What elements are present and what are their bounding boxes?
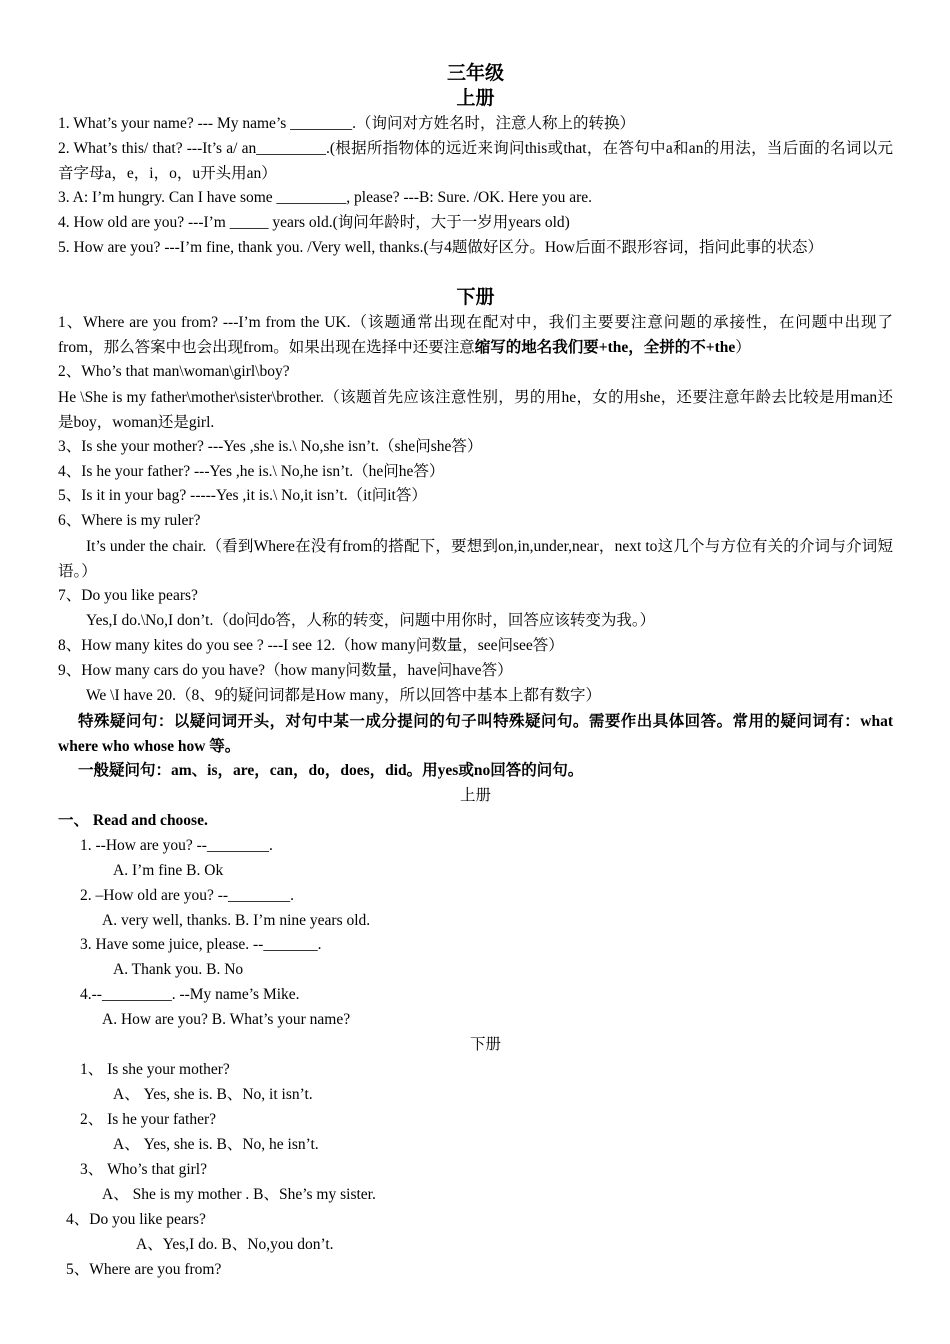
ex-upper-q2-options: A. very well, thanks. B. I’m nine years old. — [102, 912, 371, 929]
lower-item-3: 3、Is she your mother? ---Yes ,she is.\ No,she isn’t.（she问she答） — [58, 438, 483, 455]
lower-item-2: 2、Who’s that man\woman\girl\boy? — [58, 363, 290, 380]
ex-lower-q1: 1、 Is she your mother? — [80, 1061, 230, 1078]
lower-title: 下册 — [456, 287, 495, 308]
ex-upper-q3: 3. Have some juice, please. --_______. — [80, 936, 322, 953]
ex-upper-q1: 1. --How are you? --________. — [80, 837, 273, 854]
ex-upper-q2: 2. –How old are you? --________. — [80, 887, 294, 904]
lower-item-1 — [58, 310, 893, 360]
lower-item-7-answer: Yes,I do.\No,I don’t.（do问do答，人称的转变，问题中用你时，回答应该转变为我。） — [86, 612, 656, 629]
lower-item-1-text: 1、Where are you from? ---I’m from the UK.（该题通常出现在配对中，我们主要要注意问题的承接性，在问题中出现了from，那么答案中也会出现from。如果出现在选择中还要注意 — [58, 314, 893, 356]
lower-item-9-answer: We \I have 20.（8、9的疑问词都是How many，所以回答中基本上都有数字） — [86, 687, 601, 704]
general-question-note: 一般疑问句：am、is，are，can，do，does，did。用yes或no回答的问句。 — [78, 762, 584, 779]
upper-item-4: 4. How old are you? ---I’m _____ years old.(询问年龄时，大于一岁用years old) — [58, 214, 570, 231]
ex-upper-q4: 4.--_________. --My name’s Mike. — [80, 986, 300, 1003]
ex-upper-q1-options: A. I’m fine B. Ok — [113, 862, 224, 879]
exercise-heading: 一、 Read and choose. — [58, 812, 208, 829]
special-question-note: 特殊疑问句：以疑问词开头，对句中某一成分提问的句子叫特殊疑问句。需要作出具体回答。常用的疑问词有：what where who whose how 等。 — [58, 713, 893, 755]
upper-item-1: 1. What’s your name? --- My name’s ________.（询问对方姓名时，注意人称上的转换） — [58, 115, 636, 132]
lower-item-8: 8、How many kites do you see ? ---I see 12.（how many问数量，see问see答） — [58, 637, 564, 654]
lower-item-1-end: ） — [735, 339, 751, 356]
upper-item-2: 2. What’s this/ that? ---It’s a/ an_________.(根据所指物体的远近来询问this或that，在答句中a和an的用法，当后面的名词以元音字母a，e，i，o，u开头用an） — [58, 140, 893, 182]
lower-item-7: 7、Do you like pears? — [58, 587, 198, 604]
ex-upper-q4-options: A. How are you? B. What’s your name? — [102, 1011, 351, 1028]
ex-lower-q1-options: A、 Yes, she is. B、No, it isn’t. — [113, 1086, 313, 1103]
upper-item-3: 3. A: I’m hungry. Can I have some _________, please? ---B: Sure. /OK. Here you are. — [58, 189, 593, 206]
lower-item-6: 6、Where is my ruler? — [58, 512, 201, 529]
ex-lower-q4: 4、Do you like pears? — [66, 1211, 206, 1228]
ex-lower-q3-options: A、 She is my mother . B、She’s my sister. — [102, 1186, 376, 1203]
ex-upper-q3-options: A. Thank you. B. No — [113, 961, 244, 978]
ex-lower-q4-options: A、Yes,I do. B、No,you don’t. — [136, 1236, 334, 1253]
ex-lower-q3: 3、 Who’s that girl? — [80, 1161, 207, 1178]
upper-title: 上册 — [456, 88, 495, 109]
exercise-lower-title: 下册 — [470, 1036, 502, 1053]
ex-lower-q2-options: A、 Yes, she is. B、No, he isn’t. — [113, 1136, 319, 1153]
lower-item-4: 4、Is he your father? ---Yes ,he is.\ No,he isn’t.（he问he答） — [58, 463, 445, 480]
lower-item-1-bold: 缩写的地名我们要+the，全拼的不+the — [474, 339, 736, 356]
exercise-upper-title: 上册 — [459, 787, 491, 804]
lower-item-2-answer: He \She is my father\mother\sister\brother.（该题首先应该注意性别，男的用he，女的用she，还要注意年龄去比较是用man还是boy，woman还是girl. — [58, 389, 893, 431]
upper-item-5: 5. How are you? ---I’m fine, thank you. /Very well, thanks.(与4题做好区分。How后面不跟形容词，指问此事的状态） — [58, 239, 823, 256]
ex-lower-q2: 2、 Is he your father? — [80, 1111, 217, 1128]
grade-title: 三年级 — [446, 63, 504, 84]
lower-item-9: 9、How many cars do you have?（how many问数量，have问have答） — [58, 662, 513, 679]
ex-lower-q5: 5、Where are you from? — [66, 1261, 222, 1278]
lower-item-5: 5、Is it in your bag? -----Yes ,it is.\ No,it isn’t.（it问it答） — [58, 487, 427, 504]
lower-item-6-answer: It’s under the chair.（看到Where在没有from的搭配下，要想到on,in,under,near，next to这几个与方位有关的介词与介词短语。） — [58, 538, 893, 580]
